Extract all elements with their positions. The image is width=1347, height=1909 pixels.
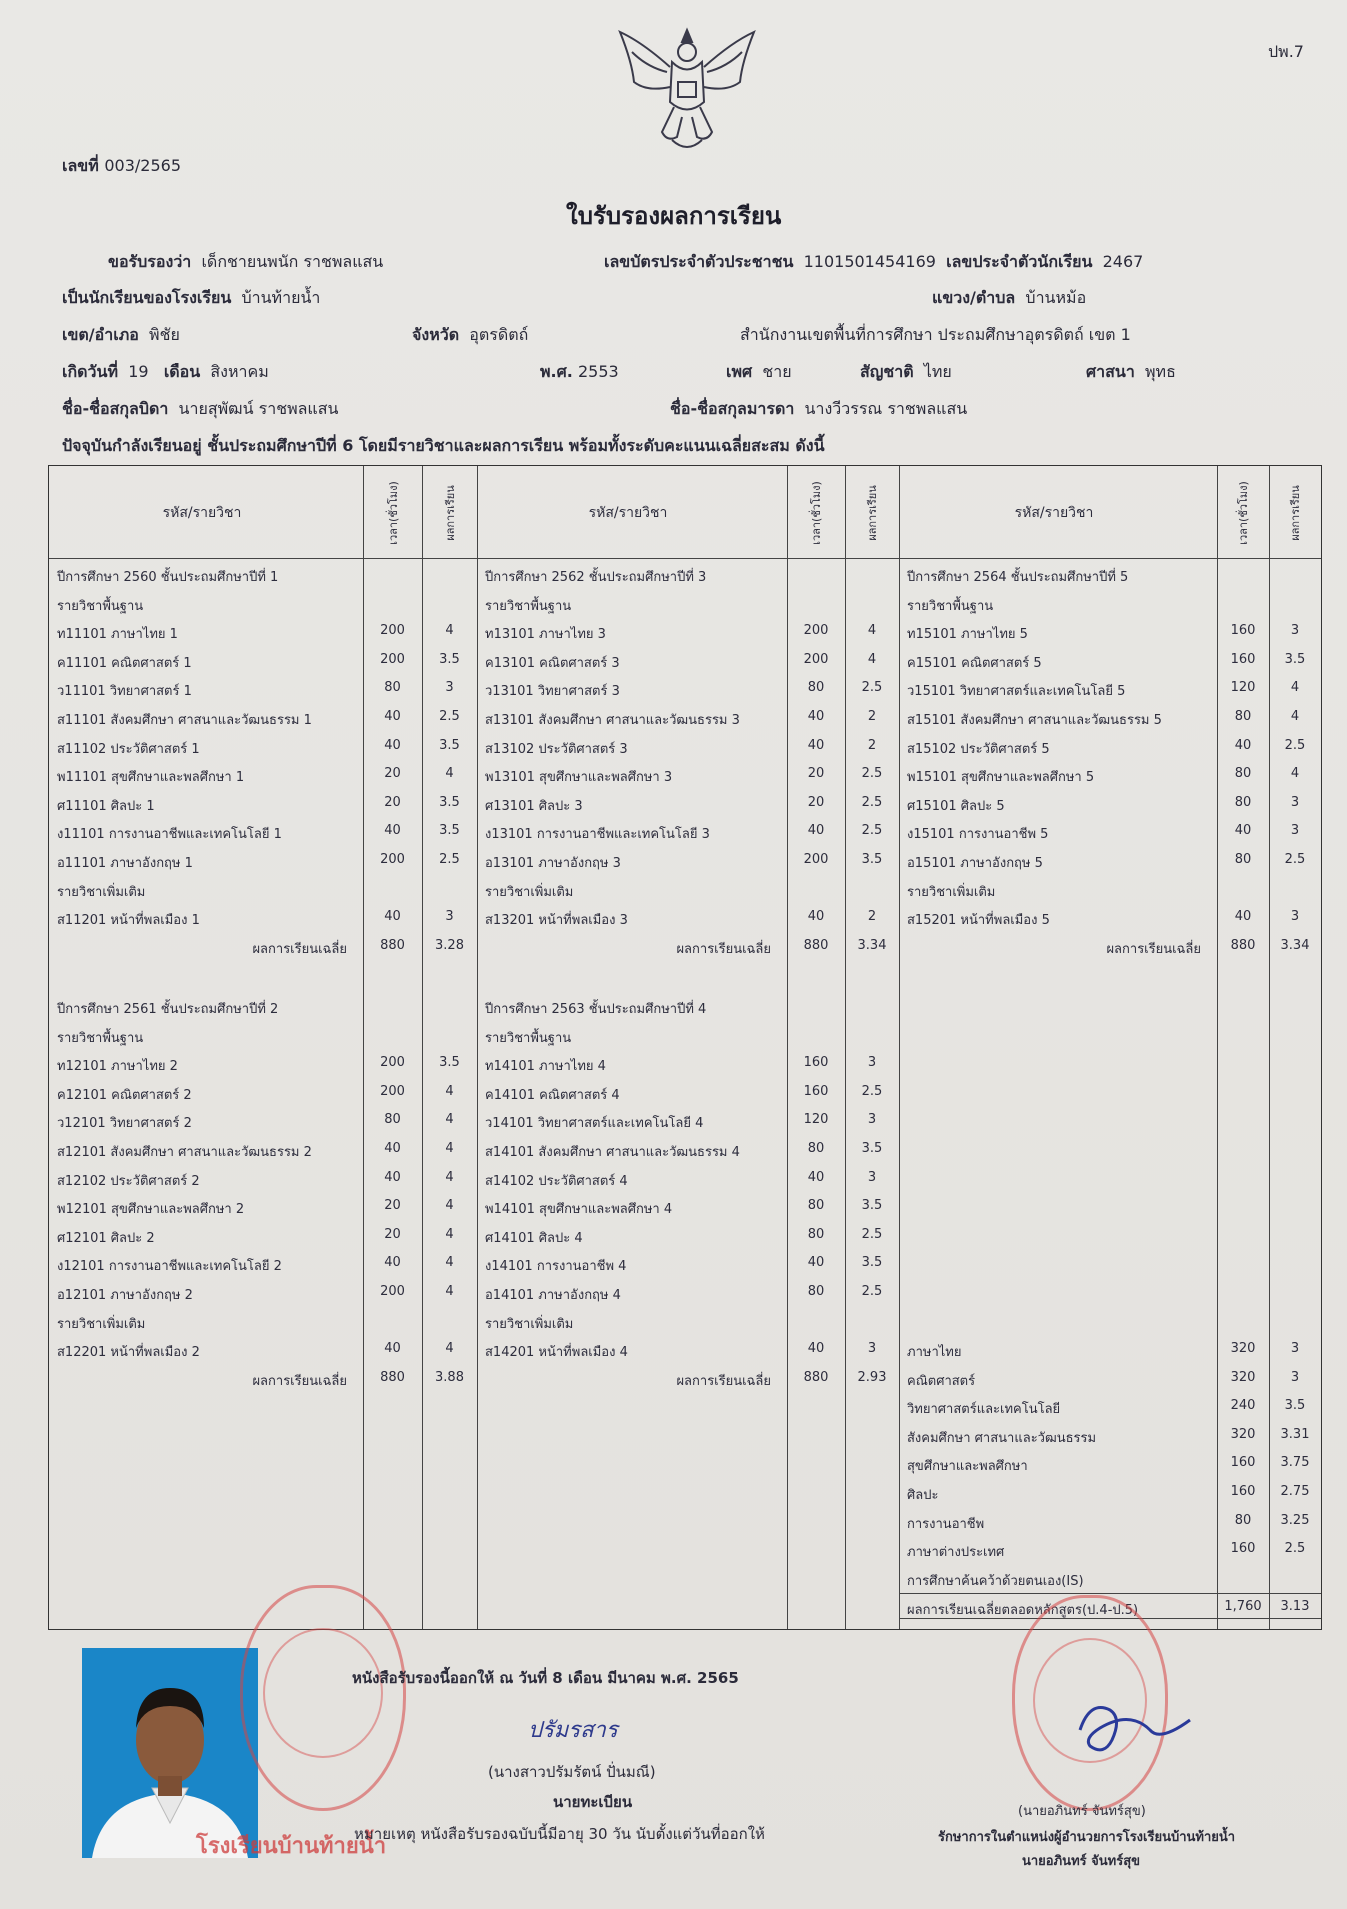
subject-hours: 20 — [807, 794, 825, 810]
subject-grade: 4 — [1290, 766, 1300, 782]
subject-grade: 3.5 — [861, 1255, 883, 1271]
section-basic: รายวิชาพื้นฐาน — [485, 598, 572, 614]
subject-name: พ15101 สุขศึกษาและพลศึกษา 5 — [907, 770, 1095, 786]
year-average-grade: 3.88 — [435, 1369, 464, 1385]
year-average-hours: 880 — [803, 1369, 829, 1385]
section-additional: รายวิชาเพิ่มเติม — [907, 884, 996, 900]
subject-hours: 200 — [380, 1055, 405, 1071]
student-id: 2467 — [1102, 252, 1144, 271]
year-average-grade: 2.93 — [857, 1369, 887, 1385]
document-title: ใบรับรองผลการเรียน — [566, 202, 782, 230]
subject-grade: 4 — [1290, 709, 1300, 724]
subject-hours: 20 — [384, 1198, 401, 1214]
year-average-grade: 3.34 — [857, 937, 887, 953]
year-average-label: ผลการเรียนเฉลี่ย — [676, 1373, 771, 1389]
summary-subject: สุขศึกษาและพลศึกษา — [907, 1459, 1028, 1475]
header-subject: รหัส/รายวิชา — [1014, 505, 1094, 521]
subject-grade: 2.5 — [861, 680, 883, 696]
subject-name: ศ14101 ศิลปะ 4 — [485, 1230, 583, 1246]
header-result: ผลการเรียน — [866, 485, 879, 541]
subject-name: ค13101 คณิตศาสตร์ 3 — [485, 655, 620, 671]
birth-day: 19 — [128, 362, 149, 381]
year-average-hours: 880 — [1230, 937, 1256, 953]
subject-hours: 160 — [803, 1083, 829, 1099]
year-average-hours: 880 — [380, 1369, 405, 1385]
year-average-grade: 3.28 — [435, 937, 464, 953]
subject-grade: 4 — [445, 1141, 454, 1156]
subject-grade: 3 — [867, 1169, 877, 1185]
subject-hours: 40 — [807, 1169, 825, 1185]
subject-name: ส14102 ประวัติศาสตร์ 4 — [485, 1173, 628, 1189]
year-average-label: ผลการเรียนเฉลี่ย — [252, 941, 347, 957]
year-heading: ปีการศึกษา 2562 ชั้นประถมศึกษาปีที่ 3 — [485, 570, 707, 585]
year-average-hours: 880 — [803, 937, 829, 953]
subject-hours: 20 — [384, 766, 401, 782]
summary-grade: 2.5 — [1284, 1541, 1306, 1557]
sex-label: เพศ — [726, 362, 753, 381]
header-hours: เวลา(ชั่วโมง) — [1237, 481, 1250, 545]
subject-grade: 3 — [867, 1112, 877, 1128]
director-name-line: นายอภินทร์ จันทร์สุข — [1022, 1854, 1141, 1869]
subject-name: ส11101 สังคมศึกษา ศาสนาและวัฒนธรรม 1 — [57, 713, 312, 728]
subject-hours: 160 — [1230, 623, 1256, 639]
summary-hours: 320 — [1230, 1426, 1256, 1442]
subject-hours: 80 — [807, 1198, 825, 1214]
subject-name: ส11201 หน้าที่พลเมือง 1 — [57, 913, 200, 929]
summary-grade: 3 — [1290, 1341, 1300, 1356]
subject-hours: 80 — [384, 680, 401, 696]
subject-hours: 120 — [803, 1112, 829, 1128]
subject-hours: 200 — [803, 651, 829, 667]
school-seal-left — [240, 1585, 406, 1811]
summary-hours: 320 — [1230, 1341, 1256, 1356]
subject-hours: 40 — [807, 709, 825, 724]
subject-name: ค15101 คณิตศาสตร์ 5 — [907, 655, 1042, 671]
subject-hours: 40 — [384, 909, 401, 925]
summary-subject: ภาษาไทย — [907, 1345, 962, 1360]
summary-grade: 3.25 — [1280, 1512, 1310, 1528]
summary-subject: ภาษาต่างประเทศ — [907, 1545, 1005, 1561]
father-label: ชื่อ-ชื่อสกุลบิดา — [62, 399, 169, 418]
status-line: ปัจจุบันกำลังเรียนอยู่ ชั้นประถมศึกษาปีที่ 6 โดยมีรายวิชาและผลการเรียน พร้อมทั้งระดับคะแนนเฉลี่ยสะสม ดังนี้ — [62, 436, 825, 455]
subject-name: ง12101 การงานอาชีพและเทคโนโลยี 2 — [57, 1259, 282, 1275]
subject-hours: 80 — [1234, 766, 1252, 782]
subject-hours: 80 — [807, 680, 825, 696]
subject-name: ส15201 หน้าที่พลเมือง 5 — [907, 913, 1050, 929]
section-additional: รายวิชาเพิ่มเติม — [485, 884, 574, 900]
be-label: พ.ศ. — [540, 362, 573, 381]
director-name: (นายอภินทร์ จันทร์สุข) — [1018, 1804, 1146, 1819]
subject-grade: 3 — [867, 1055, 877, 1071]
subject-name: ว11101 วิทยาศาสตร์ 1 — [57, 684, 192, 700]
subject-name: ศ13101 ศิลปะ 3 — [485, 798, 583, 814]
id-card-number: 1101501454169 — [803, 252, 936, 271]
subject-grade: 3 — [1290, 623, 1300, 639]
subject-name: ศ15101 ศิลปะ 5 — [907, 798, 1005, 814]
school-label: เป็นนักเรียนของโรงเรียน — [62, 288, 232, 307]
subject-grade: 3.5 — [439, 651, 460, 667]
province-label: จังหวัด — [412, 325, 460, 344]
nationality-label: สัญชาติ — [860, 362, 914, 381]
subject-hours: 200 — [380, 1083, 405, 1099]
education-office: สำนักงานเขตพื้นที่การศึกษา ประถมศึกษาอุตรดิตถ์ เขต 1 — [740, 325, 1131, 344]
subject-name: ส12102 ประวัติศาสตร์ 2 — [57, 1173, 200, 1189]
subject-hours: 200 — [380, 623, 405, 639]
district: พิชัย — [149, 325, 180, 344]
subject-grade: 4 — [445, 1226, 454, 1242]
subject-grade: 3.5 — [439, 794, 460, 810]
year-average-label: ผลการเรียนเฉลี่ย — [676, 941, 771, 957]
subject-grade: 4 — [445, 1198, 454, 1214]
sex: ชาย — [762, 362, 792, 381]
director-signature — [1060, 1690, 1210, 1770]
subject-name: ค12101 คณิตศาสตร์ 2 — [57, 1087, 192, 1103]
subject-name: ง13101 การงานอาชีพและเทคโนโลยี 3 — [485, 827, 710, 843]
subject-grade: 3.5 — [861, 1141, 883, 1156]
subject-grade: 3.5 — [439, 737, 460, 753]
subject-grade: 3.5 — [439, 1055, 460, 1071]
subject-hours: 20 — [384, 794, 401, 810]
cumulative-gpa: 3.13 — [1280, 1599, 1310, 1614]
section-additional: รายวิชาเพิ่มเติม — [57, 884, 146, 900]
cumulative-label: ผลการเรียนเฉลี่ยตลอดหลักสูตร(ป.4-ป.5) — [907, 1603, 1139, 1618]
year-heading: ปีการศึกษา 2561 ชั้นประถมศึกษาปีที่ 2 — [57, 1002, 279, 1017]
header-hours: เวลา(ชั่วโมง) — [386, 481, 400, 545]
subject-grade: 2.5 — [861, 823, 883, 839]
cumulative-hours: 1,760 — [1224, 1599, 1262, 1614]
subject-hours: 80 — [1234, 709, 1252, 724]
subject-hours: 40 — [384, 709, 401, 724]
subject-grade: 4 — [445, 1083, 454, 1099]
subject-grade: 4 — [445, 1255, 454, 1271]
subject-hours: 40 — [384, 737, 401, 753]
summary-hours: 80 — [1234, 1512, 1252, 1528]
summary-grade: 3 — [1290, 1369, 1300, 1385]
subject-name: ส12101 สังคมศึกษา ศาสนาและวัฒนธรรม 2 — [57, 1145, 312, 1160]
subject-grade: 2.5 — [439, 852, 460, 867]
registrar-title: นายทะเบียน — [553, 1793, 633, 1811]
section-basic: รายวิชาพื้นฐาน — [485, 1030, 572, 1046]
summary-grade: 2.75 — [1280, 1484, 1310, 1499]
subject-name: พ14101 สุขศึกษาและพลศึกษา 4 — [485, 1202, 673, 1218]
religion: พุทธ — [1145, 362, 1176, 381]
subject-grade: 4 — [445, 623, 454, 639]
subject-hours: 40 — [384, 823, 401, 839]
subject-grade: 2.5 — [861, 794, 883, 810]
summary-subject: การงานอาชีพ — [907, 1516, 985, 1532]
subject-name: อ12101 ภาษาอังกฤษ 2 — [57, 1288, 193, 1303]
subject-hours: 40 — [807, 823, 825, 839]
validity-note: หมายเหตุ หนังสือรับรองฉบับนี้มีอายุ 30 วัน นับตั้งแต่วันที่ออกให้ — [354, 1825, 765, 1843]
subject-grade: 4 — [445, 1169, 454, 1185]
subject-hours: 80 — [384, 1112, 401, 1128]
subject-hours: 120 — [1230, 680, 1256, 696]
header-result: ผลการเรียน — [443, 485, 457, 541]
school-name: บ้านท้ายน้ำ — [241, 288, 321, 307]
director-title: รักษาการในตำแหน่งผู้อำนวยการโรงเรียนบ้านท้ายน้ำ — [938, 1830, 1236, 1845]
subject-name: ว12101 วิทยาศาสตร์ 2 — [57, 1116, 192, 1132]
subject-hours: 40 — [384, 1341, 401, 1357]
subject-grade: 2.5 — [861, 1226, 883, 1242]
header-subject: รหัส/รายวิชา — [162, 505, 242, 521]
province: อุตรดิตถ์ — [469, 325, 529, 344]
subject-name: ส13201 หน้าที่พลเมือง 3 — [485, 913, 628, 929]
subject-name: ท13101 ภาษาไทย 3 — [485, 627, 606, 643]
subject-grade: 3 — [1290, 794, 1300, 810]
subject-grade: 4 — [867, 623, 877, 639]
subject-name: อ14101 ภาษาอังกฤษ 4 — [485, 1288, 621, 1303]
subject-hours: 20 — [807, 766, 825, 782]
section-basic: รายวิชาพื้นฐาน — [907, 598, 994, 614]
subject-hours: 40 — [1234, 909, 1252, 925]
year-heading: ปีการศึกษา 2564 ชั้นประถมศึกษาปีที่ 5 — [907, 570, 1129, 585]
registrar-name: (นางสาวปรัมรัตน์ ปั่นมณี) — [488, 1763, 656, 1781]
subject-grade: 4 — [1290, 680, 1300, 696]
subject-grade: 2.5 — [861, 766, 883, 782]
mother-name: นางวีวรรณ ราชพลแสน — [804, 399, 968, 418]
subject-name: ส12201 หน้าที่พลเมือง 2 — [57, 1345, 200, 1361]
subject-hours: 40 — [384, 1255, 401, 1271]
year-average-label: ผลการเรียนเฉลี่ย — [1106, 941, 1201, 957]
subject-name: ค14101 คณิตศาสตร์ 4 — [485, 1087, 620, 1103]
section-basic: รายวิชาพื้นฐาน — [57, 1030, 144, 1046]
subject-grade: 2 — [867, 737, 877, 753]
subject-grade: 3.5 — [439, 823, 460, 839]
subject-grade: 3 — [445, 680, 454, 696]
subject-name: พ13101 สุขศึกษาและพลศึกษา 3 — [485, 770, 673, 786]
certify-label: ขอรับรองว่า — [108, 252, 192, 271]
father-name: นายสุพัฒน์ ราชพลแสน — [178, 399, 339, 418]
seal-text: โรงเรียนบ้านท้ายน้ำ — [196, 1834, 387, 1859]
year-heading: ปีการศึกษา 2560 ชั้นประถมศึกษาปีที่ 1 — [57, 570, 279, 585]
subject-hours: 200 — [380, 1284, 405, 1299]
section-additional: รายวิชาเพิ่มเติม — [57, 1316, 146, 1332]
subject-grade: 2 — [867, 709, 877, 724]
subject-hours: 80 — [807, 1284, 825, 1299]
subject-hours: 200 — [380, 651, 405, 667]
subject-name: อ15101 ภาษาอังกฤษ 5 — [907, 856, 1043, 871]
summary-hours: 160 — [1230, 1484, 1256, 1499]
subject-hours: 20 — [384, 1226, 401, 1242]
subject-hours: 40 — [384, 1141, 401, 1156]
summary-subject: คณิตศาสตร์ — [907, 1373, 976, 1389]
subject-hours: 40 — [1234, 737, 1252, 753]
subject-name: อ11101 ภาษาอังกฤษ 1 — [57, 856, 193, 871]
subject-hours: 40 — [807, 1255, 825, 1271]
subject-name: ว13101 วิทยาศาสตร์ 3 — [485, 684, 620, 700]
subject-hours: 80 — [1234, 794, 1252, 810]
id-card-label: เลขบัตรประจำตัวประชาชน — [604, 252, 794, 271]
subject-grade: 3.5 — [861, 852, 883, 867]
subject-hours: 40 — [807, 1341, 825, 1357]
subject-hours: 80 — [807, 1141, 825, 1156]
summary-hours: 160 — [1230, 1455, 1256, 1471]
header-subject: รหัส/รายวิชา — [588, 505, 668, 521]
subject-name: ศ11101 ศิลปะ 1 — [57, 798, 155, 814]
header-hours: เวลา(ชั่วโมง) — [810, 481, 823, 545]
subject-grade: 2.5 — [861, 1083, 883, 1099]
subject-name: ว15101 วิทยาศาสตร์และเทคโนโลยี 5 — [907, 684, 1126, 700]
subject-name: ท15101 ภาษาไทย 5 — [907, 627, 1028, 643]
birth-month: สิงหาคม — [210, 362, 269, 381]
subject-hours: 200 — [803, 623, 829, 639]
subject-name: ง11101 การงานอาชีพและเทคโนโลยี 1 — [57, 827, 282, 843]
subject-hours: 200 — [380, 852, 405, 867]
summary-hours: 240 — [1230, 1398, 1256, 1414]
district-label: เขต/อำเภอ — [62, 325, 139, 344]
subject-grade: 3.5 — [1284, 651, 1306, 667]
issue-date: หนังสือรับรองนี้ออกให้ ณ วันที่ 8 เดือน มีนาคม พ.ศ. 2565 — [352, 1669, 739, 1687]
subdistrict-label: แขวง/ตำบล — [932, 288, 1016, 307]
subject-grade: 4 — [445, 1112, 454, 1128]
subject-name: พ12101 สุขศึกษาและพลศึกษา 2 — [57, 1202, 245, 1218]
month-label: เดือน — [163, 362, 201, 381]
subject-name: ง14101 การงานอาชีพ 4 — [485, 1259, 627, 1275]
subject-name: ส13102 ประวัติศาสตร์ 3 — [485, 741, 628, 757]
subject-name: ง15101 การงานอาชีพ 5 — [907, 827, 1049, 843]
subject-hours: 40 — [807, 909, 825, 925]
student-id-label: เลขประจำตัวนักเรียน — [946, 252, 1093, 271]
subject-grade: 4 — [445, 1341, 454, 1357]
subject-name: ส15101 สังคมศึกษา ศาสนาและวัฒนธรรม 5 — [907, 713, 1162, 728]
subject-grade: 2.5 — [861, 1284, 883, 1299]
year-average-grade: 3.34 — [1280, 937, 1310, 953]
subject-grade: 3 — [445, 909, 454, 925]
subject-grade: 2.5 — [1284, 852, 1306, 867]
subject-name: ท11101 ภาษาไทย 1 — [57, 627, 178, 643]
subject-name: ส13101 สังคมศึกษา ศาสนาและวัฒนธรรม 3 — [485, 713, 740, 728]
subject-grade: 4 — [445, 1284, 454, 1299]
subject-grade: 3 — [1290, 823, 1300, 839]
subject-name: อ13101 ภาษาอังกฤษ 3 — [485, 856, 621, 871]
summary-hours: 320 — [1230, 1369, 1256, 1385]
doc-number-label: เลขที่ — [62, 156, 99, 175]
summary-grade: 3.5 — [1284, 1398, 1306, 1414]
subject-hours: 80 — [807, 1226, 825, 1242]
nationality: ไทย — [923, 362, 952, 381]
subject-name: ส11102 ประวัติศาสตร์ 1 — [57, 741, 200, 757]
subject-name: พ11101 สุขศึกษาและพลศึกษา 1 — [57, 770, 245, 786]
year-average-hours: 880 — [380, 937, 405, 953]
subject-name: ส15102 ประวัติศาสตร์ 5 — [907, 741, 1050, 757]
doc-number: 003/2565 — [104, 156, 181, 175]
header-result: ผลการเรียน — [1289, 485, 1302, 541]
registrar-signature: ปรัมรสาร — [528, 1718, 618, 1743]
religion-label: ศาสนา — [1086, 362, 1135, 381]
subject-hours: 160 — [1230, 651, 1256, 667]
summary-hours: 160 — [1230, 1541, 1256, 1557]
section-basic: รายวิชาพื้นฐาน — [57, 598, 144, 614]
summary-grade: 3.75 — [1280, 1455, 1310, 1471]
subject-name: ค11101 คณิตศาสตร์ 1 — [57, 655, 192, 671]
subject-hours: 40 — [1234, 823, 1252, 839]
student-photo — [82, 1648, 258, 1858]
subject-name: ท12101 ภาษาไทย 2 — [57, 1059, 178, 1075]
student-name: เด็กชายนพนัก ราชพลแสน — [201, 252, 384, 271]
birth-year: 2553 — [577, 362, 619, 381]
subject-grade: 2 — [867, 909, 877, 925]
subject-name: ส14101 สังคมศึกษา ศาสนาและวัฒนธรรม 4 — [485, 1145, 740, 1160]
subject-hours: 40 — [807, 737, 825, 753]
year-heading: ปีการศึกษา 2563 ชั้นประถมศึกษาปีที่ 4 — [485, 1002, 707, 1017]
subject-grade: 2.5 — [1284, 737, 1306, 753]
subject-name: ส14201 หน้าที่พลเมือง 4 — [485, 1345, 628, 1361]
subject-grade: 3.5 — [861, 1198, 883, 1214]
subject-grade: 4 — [867, 651, 877, 667]
subject-hours: 160 — [803, 1055, 829, 1071]
grades-table — [48, 465, 1322, 1630]
year-average-label: ผลการเรียนเฉลี่ย — [252, 1373, 347, 1389]
summary-subject: สังคมศึกษา ศาสนาและวัฒนธรรม — [907, 1430, 1097, 1446]
section-additional: รายวิชาเพิ่มเติม — [485, 1316, 574, 1332]
subject-grade: 3 — [867, 1341, 877, 1357]
summary-subject: วิทยาศาสตร์และเทคโนโลยี — [907, 1402, 1061, 1418]
subject-name: ศ12101 ศิลปะ 2 — [57, 1230, 155, 1246]
subject-grade: 3 — [1290, 909, 1300, 925]
subject-name: ท14101 ภาษาไทย 4 — [485, 1059, 606, 1075]
subject-name: ว14101 วิทยาศาสตร์และเทคโนโลยี 4 — [485, 1116, 704, 1132]
subject-hours: 80 — [1234, 852, 1252, 867]
subject-grade: 4 — [445, 766, 454, 782]
subject-hours: 200 — [803, 852, 829, 867]
summary-subject: ศิลปะ — [907, 1488, 939, 1503]
subdistrict: บ้านหม้อ — [1025, 288, 1087, 307]
garuda-emblem-icon — [612, 22, 762, 162]
form-code: ปพ.7 — [1268, 42, 1304, 61]
mother-label: ชื่อ-ชื่อสกุลมารดา — [670, 399, 795, 418]
subject-hours: 40 — [384, 1169, 401, 1185]
summary-subject: การศึกษาค้นคว้าด้วยตนเอง(IS) — [907, 1573, 1084, 1589]
birth-label: เกิดวันที่ — [62, 362, 119, 381]
subject-grade: 2.5 — [439, 709, 460, 724]
summary-grade: 3.31 — [1280, 1426, 1310, 1442]
